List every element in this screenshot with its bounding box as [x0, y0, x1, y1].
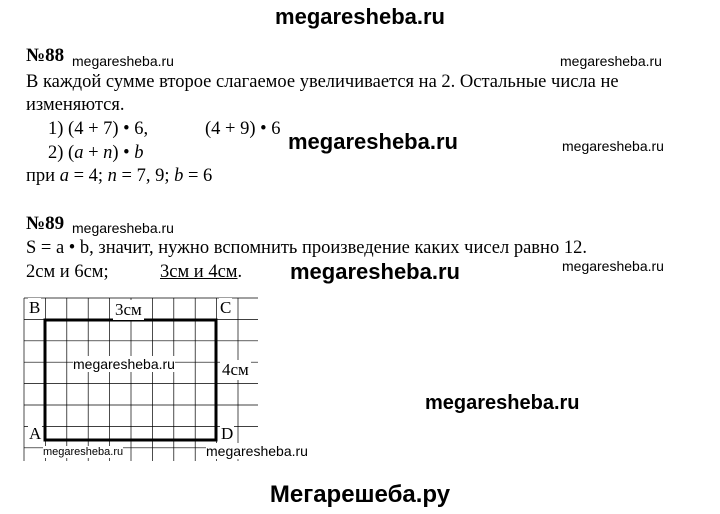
side-label-right: 4см	[222, 360, 249, 379]
vertex-label-a: A	[29, 424, 42, 443]
vertex-label-c: C	[220, 298, 232, 317]
watermark-1: megaresheba.ru	[72, 53, 174, 69]
side-label-top: 3см	[115, 300, 142, 319]
watermark-9: megaresheba.ru	[425, 392, 580, 414]
watermark-10: megaresheba.ru	[43, 446, 124, 458]
watermark-2: megaresheba.ru	[560, 53, 662, 69]
rectangle-abcd	[45, 320, 216, 440]
watermark-5: megaresheba.ru	[72, 220, 174, 236]
watermark-6: megaresheba.ru	[290, 259, 460, 284]
task-89-option-2: 3см и 4см.	[160, 262, 243, 282]
task-89-number: №89	[26, 213, 65, 234]
task-89-line-1: S = a • b, значит, нужно вспомнить произведение каких чисел равно 12.	[26, 238, 587, 258]
task-88-expression-1: 1) (4 + 7) • 6,	[48, 119, 149, 139]
task-88-condition: при a = 4; n = 7, 9; b = 6	[26, 166, 213, 186]
task-88-number: №88	[26, 45, 65, 66]
task-88-line-2: изменяются.	[26, 95, 125, 115]
watermark-8: megaresheba.ru	[73, 356, 175, 372]
watermark-11: megaresheba.ru	[206, 443, 308, 459]
watermark-7: megaresheba.ru	[562, 258, 664, 274]
task-88-line-1: В каждой сумме второе слагаемое увеличивается на 2. Остальные числа не	[26, 72, 619, 92]
watermark-top: megaresheba.ru	[275, 4, 445, 29]
task-88-expression-2: (4 + 9) • 6	[205, 119, 281, 139]
watermark-bottom: Мегарешеба.ру	[269, 481, 451, 508]
task-88-expression-3: 2) (a + n) • b	[48, 143, 144, 163]
vertex-label-d: D	[221, 424, 234, 443]
watermark-3: megaresheba.ru	[288, 129, 458, 154]
watermark-4: megaresheba.ru	[562, 138, 664, 154]
task-89-option-1: 2см и 6см;	[26, 262, 109, 282]
vertex-label-b: B	[29, 298, 41, 317]
